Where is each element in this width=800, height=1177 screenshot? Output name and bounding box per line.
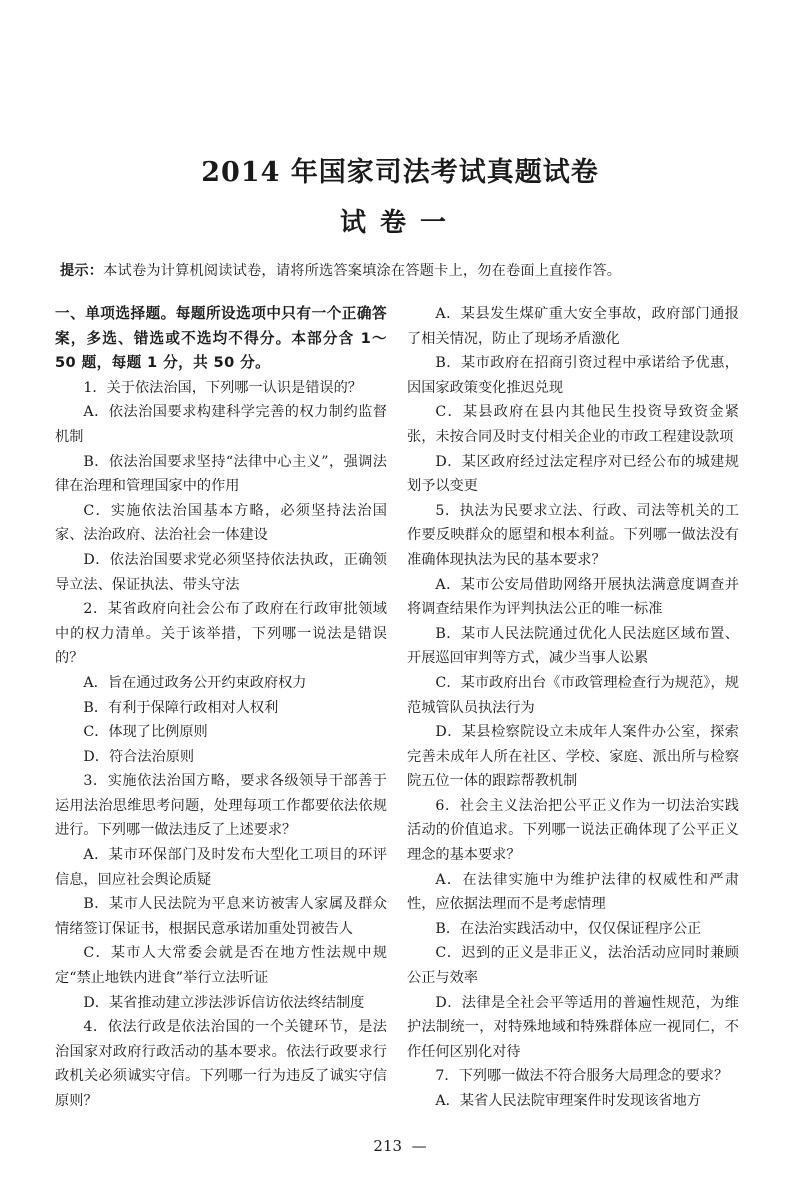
page-title: 2014 年国家司法考试真题试卷 — [201, 157, 599, 188]
question-2: 2．某省政府向社会公布了政府在行政审批领域中的权力清单。关于该举措，下列哪一说法是错误的？ — [55, 601, 387, 667]
exam-notice — [60, 260, 750, 280]
question-5: 5．执法为民要求立法、行政、司法等机关的工作要反映群众的愿望和根本利益。下列哪一做法没有准确体现执法为民的基本要求？ — [407, 502, 739, 568]
left-column — [55, 302, 387, 1114]
q5-option-a: A．某市公安局借助网络开展执法满意度调查并将调查结果作为评判执法公正的唯一标准 — [407, 576, 739, 618]
right-column — [407, 302, 739, 1114]
q6-option-c: C．迟到的正义是非正义，法治活动应同时兼顾公正与效率 — [407, 945, 739, 987]
q6-option-d: D．法律是全社会平等适用的普遍性规范，为维护法制统一，对特殊地域和特殊群体应一视同仁，不作任何区别化对待 — [407, 994, 739, 1060]
notice-label: 提示： — [60, 263, 104, 279]
q4-option-d: D．某区政府经过法定程序对已经公布的城建规划予以变更 — [407, 453, 739, 495]
q1-option-d: D．依法治国要求党必须坚持依法执政，正确领导立法、保证执法、带头守法 — [55, 551, 387, 593]
page-footer — [0, 1137, 800, 1155]
q4-option-b: B．某市政府在招商引资过程中承诺给予优惠，因国家政策变化推迟兑现 — [407, 355, 739, 396]
paper-subtitle: 试卷一 — [339, 208, 460, 238]
question-6: 6．社会主义法治把公平正义作为一切法治实践活动的价值追求。下列哪一说法正确体现了公平正义理念的基本要求？ — [407, 797, 739, 864]
question-1: 1．关于依法治国，下列哪一认识是错误的？ — [83, 379, 362, 396]
q6-option-b: B．在法治实践活动中，仅仅保证程序公正 — [435, 920, 702, 937]
q1-option-a: A．依法治国要求构建科学完善的权力制约监督机制 — [55, 404, 387, 445]
q6-option-a: A．在法律实施中为维护法律的权威性和严肃性，应依据法理而不是考虑情理 — [407, 871, 739, 913]
q2-option-a: A．旨在通过政务公开约束政府权力 — [83, 674, 307, 691]
q3-option-c: C．某市人大常委会就是否在地方性法规中规定“禁止地铁内进食”举行立法听证 — [55, 945, 387, 987]
q5-option-c: C．某市政府出台《市政管理检查行为规范》，规范城管队员执法行为 — [407, 674, 739, 716]
page-number: 213 — [373, 1137, 403, 1155]
q2-option-d: D．符合法治原则 — [83, 748, 195, 765]
question-3: 3．实施依法治国方略，要求各级领导干部善于运用法治思维思考问题，处理每项工作都要依法依规进行。下列哪一做法违反了上述要求？ — [55, 773, 387, 839]
q2-option-c: C．体现了比例原则 — [83, 724, 208, 741]
question-4: 4．依法行政是依法治国的一个关键环节，是法治国家对政府行政活动的基本要求。依法行政要求行政机关必须诚实守信。下列哪一行为违反了诚实守信原则？ — [55, 1019, 387, 1109]
question-7: 7．下列哪一做法不符合服务大局理念的要求？ — [435, 1068, 729, 1085]
q3-option-b: B．某市人民法院为平息来访被害人家属及群众情绪签订保证书，根据民意承诺加重处罚被告人 — [55, 896, 387, 937]
notice-text: 本试卷为计算机阅读试卷，请将所选答案填涂在答题卡上，勿在卷面上直接作答。 — [103, 263, 622, 279]
q4-option-a: A．某县发生煤矿重大安全事故，政府部门通报了相关情况，防止了现场矛盾激化 — [407, 306, 739, 347]
q1-option-b: B．依法治国要求坚持“法律中心主义”，强调法律在治理和管理国家中的作用 — [55, 453, 387, 495]
q4-option-c: C．某县政府在县内其他民生投资导致资金紧张，未按合同及时支付相关企业的市政工程建设款项 — [407, 404, 739, 445]
section-heading: 一、单项选择题。每题所设选项中只有一个正确答案，多选、错选或不选均不得分。本部分含 1～50 题，每题 1 分，共 50 分。 — [55, 305, 387, 372]
q7-option-a: A．某省人民法院审理案件时发现该省地方 — [435, 1093, 702, 1109]
q3-option-d: D．某省推动建立涉法涉诉信访依法终结制度 — [83, 994, 365, 1011]
q5-option-b: B．某市人民法院通过优化人民法庭区域布置、开展巡回审判等方式，减少当事人讼累 — [407, 625, 739, 667]
q2-option-b: B．有利于保障行政相对人权利 — [83, 699, 279, 716]
q5-option-d: D．某县检察院设立未成年人案件办公室，探索完善未成年人所在社区、学校、家庭、派出所与检察院五位一体的跟踪帮教机制 — [407, 724, 739, 790]
q3-option-a: A．某市环保部门及时发布大型化工项目的环评信息，回应社会舆论质疑 — [55, 847, 387, 888]
q1-option-c: C．实施依法治国基本方略，必须坚持法治国家、法治政府、法治社会一体建设 — [55, 502, 387, 544]
footer-dash: — — [411, 1137, 427, 1155]
